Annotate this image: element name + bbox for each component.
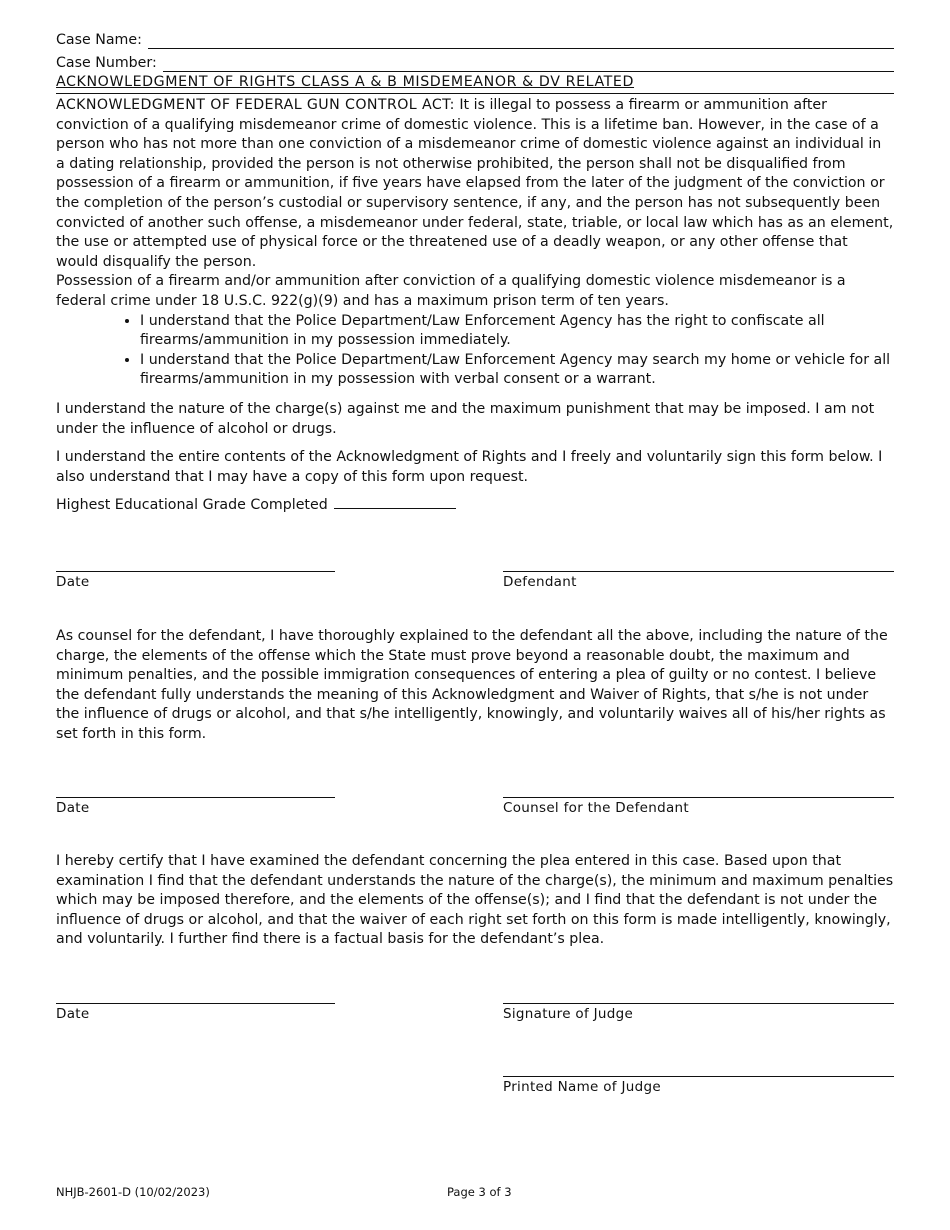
bullet-confiscate: • I understand that the Police Department/Law Enforcement Agency has the right to confiscate all firearms/ammunition in my possession immediately. — [140, 312, 894, 351]
possession-paragraph: Possession of a firearm and/or ammunition after conviction of a qualifying domestic violence misdemeanor is a federal crime under 18 U.S.C. 922(g)(9) and has a maximum prison term of ten years. — [56, 273, 846, 309]
education-field[interactable] — [334, 496, 456, 509]
counsel-label: Counsel for the Defendant — [503, 800, 689, 816]
defendant-label: Defendant — [503, 574, 577, 590]
judge-printed-name[interactable] — [503, 1076, 894, 1095]
counsel-signature[interactable] — [503, 797, 894, 816]
gun-control-paragraph — [56, 96, 894, 272]
form-page — [56, 26, 894, 516]
defendant-date-signature[interactable] — [56, 571, 335, 590]
understand-charges-paragraph: I understand the nature of the charge(s) against me and the maximum punishment that may be imposed. I am not under the influence of alcohol or drugs. — [56, 400, 875, 437]
rights-bullet-list — [56, 312, 894, 390]
heading-rule — [56, 93, 894, 94]
case-number-field[interactable] — [163, 54, 894, 72]
date-label: Date — [56, 1006, 90, 1022]
bullet-search: • I understand that the Police Department/Law Enforcement Agency may search my home or vehicle for all firearms/ammunition in my possession with verbal consent or a warrant. — [140, 351, 894, 390]
judge-certification-paragraph: I hereby certify that I have examined the defendant concerning the plea entered in this case. Based upon that examination I find that the defendant understands the nature of the charge(s), the minimum and maximum penalties which may be imposed therefore, and the elements of the offense(s); and I find that the defendant is not under the influence of drugs or alcohol, and that the waiver of each right set forth on this form is made intelligently, knowingly, and voluntarily. I further find there is a factual basis for the defendant’s plea. — [56, 853, 894, 948]
understand-contents-paragraph: I understand the entire contents of the Acknowledgment of Rights and I freely and voluntarily sign this form below. I also understand that I may have a copy of this form upon request. — [56, 449, 883, 485]
case-number-label: Case Number: — [56, 55, 157, 71]
gun-control-body: It is illegal to possess a firearm or ammunition after conviction of a qualifying misdemeanor crime of domestic violence. This is a lifetime ban. However, in the case of a person who has not more than one conviction of a misdemeanor crime of domestic violence against an individual in a dating relationship, provided the person is not otherwise prohibited, the person shall not be disqualified from possession of a firearm or ammunition, if five years have elapsed from the later of the judgment of the conviction or the completion of the person’s custodial or supervisory sentence, if any, and the person has not subsequently been convicted of another such offense, a misdemeanor under federal, state, triable, or local law which has as an element, the use or attempted use of physical force or the threatened use of a deadly weapon, or any other offense that would disqualify the person. — [56, 97, 894, 270]
case-name-row — [56, 26, 894, 49]
education-label: Highest Educational Grade Completed — [56, 497, 328, 514]
case-name-field[interactable] — [148, 31, 894, 49]
counsel-paragraph: As counsel for the defendant, I have thoroughly explained to the defendant all the above, including the nature of the charge, the elements of the offense which the State must prove beyond a reasonable doubt, the maximum and minimum penalties, and the possible immigration consequences of entering a plea of guilty or no contest. I believe the defendant fully understands the meaning of this Acknowledgment and Waiver of Rights, that s/he is not under the influence of drugs or alcohol, and that s/he intelligently, knowingly, and voluntarily waives all of his/her rights as set forth in this form. — [56, 628, 888, 742]
section-heading: ACKNOWLEDGMENT OF RIGHTS CLASS A & B MISDEMEANOR & DV RELATED — [56, 74, 635, 90]
form-id: NHJB-2601-D (10/02/2023) — [56, 1185, 210, 1199]
date-label: Date — [56, 574, 90, 590]
page-number: Page 3 of 3 — [447, 1185, 512, 1199]
education-row — [56, 496, 894, 516]
counsel-date-signature[interactable] — [56, 797, 335, 816]
judge-date-signature[interactable] — [56, 1003, 335, 1022]
case-name-label: Case Name: — [56, 32, 142, 48]
gun-control-title: ACKNOWLEDGMENT OF FEDERAL GUN CONTROL ACT: — [56, 97, 455, 113]
defendant-signature[interactable] — [503, 571, 894, 590]
judge-signature-label: Signature of Judge — [503, 1006, 634, 1022]
judge-signature[interactable] — [503, 1003, 894, 1022]
case-number-row — [56, 49, 894, 72]
printed-name-label: Printed Name of Judge — [503, 1079, 661, 1095]
date-label: Date — [56, 800, 90, 816]
